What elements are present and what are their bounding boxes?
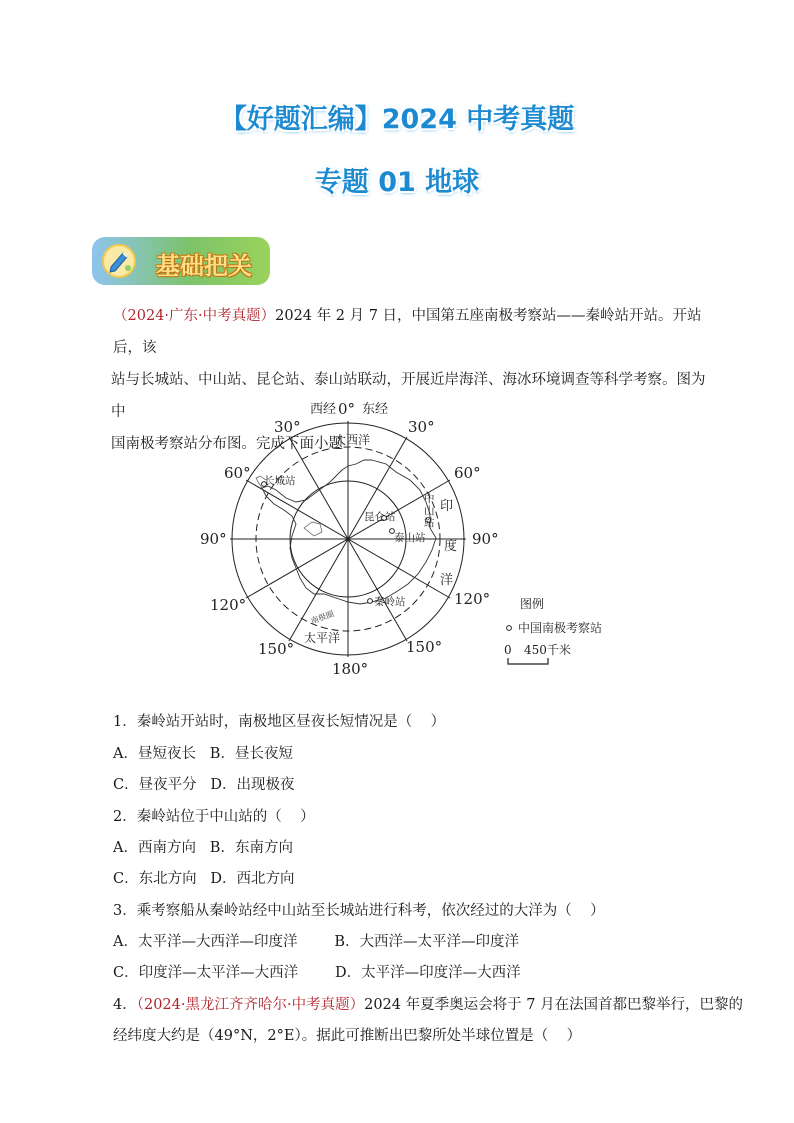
- legend-scale-value: 450千米: [524, 643, 571, 657]
- intro-line-1: [113, 300, 708, 364]
- lon-left-150: 150°: [258, 640, 295, 658]
- section-banner-label: 基础把关: [156, 252, 252, 280]
- map-legend: [504, 596, 602, 664]
- intro-line-2: 站与长城站、中山站、昆仑站、泰山站联动，开展近岸海洋、海冰环境调查等科学考察。图为中: [111, 372, 706, 420]
- lon-left-60: 60°: [224, 464, 251, 482]
- qinling-station-label: 秦岭站: [374, 596, 406, 608]
- lon-right-90: 90°: [472, 530, 499, 548]
- question-4-number: 4．: [113, 997, 137, 1013]
- lon-right-150: 150°: [406, 638, 443, 656]
- intro-line-3: 国南极考察站分布图。完成下面小题: [111, 436, 343, 452]
- question-2-options-row-1: A．西南方向 B．东南方向: [113, 840, 293, 856]
- taishan-station-label: 泰山站: [394, 532, 426, 544]
- indian-label-3: 洋: [440, 573, 454, 588]
- indian-label-1: 印: [440, 499, 454, 514]
- indian-label-2: 度: [444, 539, 458, 554]
- east-longitude-label: 东经: [362, 402, 389, 417]
- question-4-source: （2024·黑龙江齐齐哈尔·中考真题）: [136, 997, 365, 1013]
- question-4-line-1: [113, 993, 743, 1014]
- intro-text-1: 2024 年 2 月 7 日，中国第五座南极考察站——秦岭站开站。开站后，该: [113, 308, 702, 356]
- section-banner: [92, 237, 270, 285]
- question-2-stem: 2．秦岭站位于中山站的（ ）: [113, 809, 315, 825]
- question-3-options-row-1: A．太平洋—大西洋—印度洋 B．大西洋—太平洋—印度洋: [113, 934, 519, 950]
- intro-source: （2024·广东·中考真题）: [113, 308, 276, 324]
- changcheng-station-label: 长城站: [264, 475, 296, 487]
- west-longitude-label: 西经: [310, 402, 337, 417]
- lon-left-30: 30°: [274, 418, 301, 436]
- question-1-options-row-2: C．昼夜平分 D．出现极夜: [113, 777, 295, 793]
- question-3-stem: 3．乘考察船从秦岭站经中山站至长城站进行科考，依次经过的大洋为（ ）: [113, 903, 605, 919]
- lon-bottom-180: 180°: [332, 660, 369, 678]
- legend-scale-zero: 0: [504, 643, 512, 657]
- lon-right-120: 120°: [454, 590, 491, 608]
- zero-longitude-label: 0°: [338, 400, 356, 418]
- kunlun-station-label: 昆仑站: [364, 511, 396, 523]
- lon-right-60: 60°: [454, 464, 481, 482]
- map-svg: [196, 398, 626, 683]
- pen-icon: [101, 243, 137, 279]
- antarctic-station-map: [196, 398, 626, 683]
- legend-title: 图例: [520, 597, 545, 611]
- legend-scale-bar: [508, 658, 548, 664]
- zhongshan-label-2: 山: [424, 505, 435, 517]
- question-4-text-1: 2024 年夏季奥运会将于 7 月在法国首都巴黎举行，巴黎的: [364, 997, 744, 1013]
- atlantic-label: 大西洋: [334, 433, 371, 447]
- question-1-stem: 1．秦岭站开站时，南极地区昼夜长短情况是（ ）: [113, 714, 446, 730]
- question-3-options-row-2: C．印度洋—太平洋—大西洋 D．太平洋—印度洋—大西洋: [113, 965, 521, 981]
- question-1-options-row-1: A．昼短夜长 B．昼长夜短: [113, 746, 293, 762]
- zhongshan-label-1: 中: [424, 493, 435, 505]
- legend-station-label: 中国南极考察站: [518, 621, 603, 635]
- pacific-label: 太平洋: [304, 631, 341, 645]
- lon-left-90: 90°: [200, 530, 227, 548]
- qinling-station-marker: [368, 599, 373, 604]
- document-title: 【好题汇编】2024 中考真题: [219, 104, 575, 135]
- zhongshan-label-3: 站: [424, 517, 435, 529]
- lon-right-30: 30°: [408, 418, 435, 436]
- question-4-line-2: 经纬度大约是（49°N，2°E）。据此可推断出巴黎所处半球位置是（ ）: [113, 1028, 582, 1044]
- antarctic-circle-label: 南极圈: [309, 609, 336, 626]
- question-2-options-row-2: C．东北方向 D．西北方向: [113, 871, 295, 887]
- document-subtitle: 专题 01 地球: [314, 167, 480, 198]
- lon-left-120: 120°: [210, 596, 247, 614]
- legend-station-marker: [507, 626, 512, 631]
